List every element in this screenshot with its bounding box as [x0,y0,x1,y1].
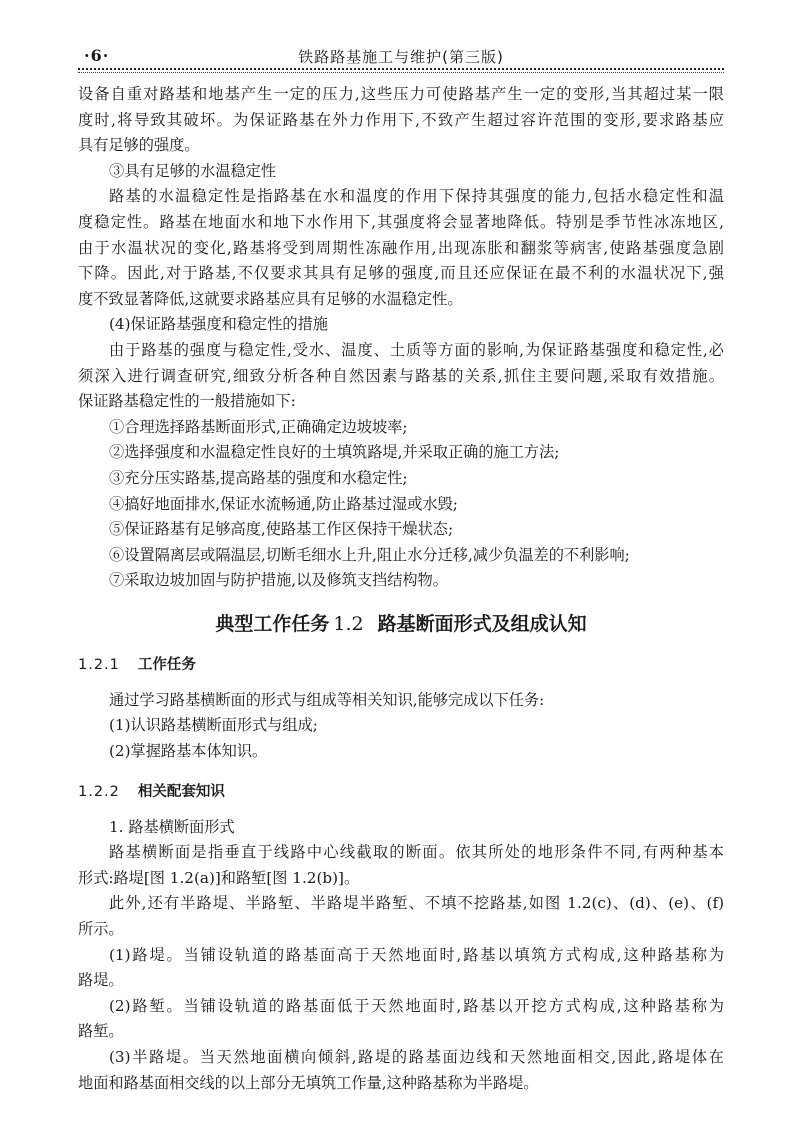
section-number: 1.2.2 [78,783,120,800]
text-line: ②选择强度和水温稳定性良好的土填筑路堤,并采取正确的施工方法; [109,443,560,462]
task-heading-title: 路基断面形式及组成认知 [377,612,587,635]
text-block-related-knowledge [78,815,724,1097]
text-line: 由于路基的强度与稳定性,受水、温度、土质等方面的影响,为保证路基强度和稳定性,必 [109,340,724,359]
section-heading-1-2-2 [78,779,724,805]
text-line: 地面和路基面相交线的以上部分无填筑工作量,这种路基称为半路堤。 [78,1073,539,1092]
text-line: 由于水温状况的变化,路基将受到周期性冻融作用,出现冻胀和翻浆等病害,使路基强度急剧 [78,238,724,257]
text-line: 度稳定性。路基在地面水和地下水作用下,其强度将会显著地降低。特别是季节性冰冻地区, [78,212,724,231]
header-rule-secondary [78,72,724,73]
text-line: ④搞好地面排水,保证水流畅通,防止路基过湿或水毁; [109,494,458,513]
body-text [78,82,724,1096]
text-line: ③充分压实路基,提高路基的强度和水稳定性; [109,468,408,487]
text-line: 此外,还有半路堤、半路堑、半路堤半路堑、不填不挖路基,如图 1.2(c)、(d)、(e)、(f) [109,894,724,913]
section-heading-1-2-1 [78,652,724,678]
text-line: 度时,将导致其破坏。为保证路基在外力作用下,不致产生超过容许范围的变形,要求路基应 [78,110,724,129]
book-title: 铁路路基施工与维护(第三版) [298,48,504,66]
text-line: ⑤保证路基有足够高度,使路基工作区保持干燥状态; [109,520,454,539]
text-line: 路堑。 [78,1022,124,1041]
text-line: 通过学习路基横断面的形式与组成等相关知识,能够完成以下任务: [109,690,545,709]
running-header [78,40,724,70]
task-heading-number: 1.2 [333,612,364,635]
text-line: 路基的水温稳定性是指路基在水和温度的作用下保持其强度的能力,包括水稳定性和温 [109,187,724,206]
text-line: (1)认识路基横断面形式与组成; [109,716,318,735]
text-block-work-tasks [78,688,724,765]
text-line: ①合理选择路基断面形式,正确确定边坡坡率; [109,417,408,436]
text-block-strength-stability [78,82,724,594]
text-line: ⑥设置隔离层或隔温层,切断毛细水上升,阻止水分迁移,减少负温差的不利影响; [109,545,630,564]
text-line: 1. 路基横断面形式 [109,817,235,836]
text-line: 须深入进行调查研究,细致分析各种自然因素与路基的关系,抓住主要问题,采取有效措施。 [78,366,724,385]
text-line: 度不致显著降低,这就要求路基应具有足够的水温稳定性。 [78,289,463,308]
section-number: 1.2.1 [78,656,120,673]
text-line: ③具有足够的水温稳定性 [109,161,277,180]
text-line: 路堤。 [78,971,124,990]
section-title: 相关配套知识 [137,783,225,800]
text-line: ⑦采取边坡加固与防护措施,以及修筑支挡结构物。 [109,571,448,590]
header-rule [78,68,724,70]
text-line: (2)掌握路基本体知识。 [109,742,268,761]
text-line: 保证路基稳定性的一般措施如下: [78,392,296,411]
section-title: 工作任务 [137,656,196,673]
text-line: (4)保证路基强度和稳定性的措施 [109,315,328,334]
text-line: (2)路堑。当铺设轨道的路基面低于天然地面时,路基以开挖方式构成,这种路基称为 [109,996,724,1015]
task-heading [78,606,724,642]
text-line: 所示。 [78,920,124,939]
text-line: 下降。因此,对于路基,不仅要求其具有足够的强度,而且还应保证在最不利的水温状况下,强 [78,264,724,283]
text-line: 具有足够的强度。 [78,136,200,155]
page-number: ·6· [84,46,110,65]
text-line: (1)路堤。当铺设轨道的路基面高于天然地面时,路基以填筑方式构成,这种路基称为 [109,945,724,964]
text-line: (3)半路堤。当天然地面横向倾斜,路堤的路基面边线和天然地面相交,因此,路堤体在 [109,1048,724,1066]
text-line: 路基横断面是指垂直于线路中心线截取的断面。依其所处的地形条件不同,有两种基本 [109,843,724,862]
task-heading-prefix: 典型工作任务 [215,612,330,635]
text-line: 设备自重对路基和地基产生一定的压力,这些压力可使路基产生一定的变形,当其超过某一限 [78,85,724,103]
text-line: 形式:路堤[图 1.2(a)]和路堑[图 1.2(b)]。 [78,868,360,887]
